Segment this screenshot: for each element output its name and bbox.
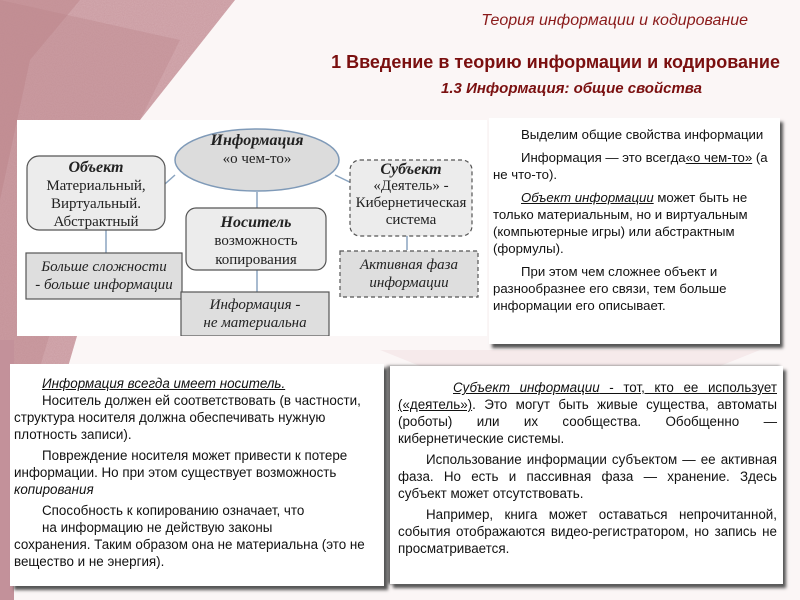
subject-line: система [385, 212, 437, 228]
object-note-node [26, 258, 182, 294]
subject-usage: Использование информации субъектом — ее активная фаза. Но есть и пассивная фаза — хранение. Здесь субъект может отсутствовать. [398, 452, 777, 501]
carrier-note-line: Информация - [209, 297, 301, 313]
section-title: 1.3 Информация: общие свойства [441, 80, 702, 97]
damage-text: Повреждение носителя может привести к потере информации. Но при этом существует возможность [14, 448, 348, 480]
subject-definition [398, 379, 777, 447]
subject-panel [390, 366, 783, 584]
center-title: Информация [210, 132, 304, 149]
object-node [27, 159, 165, 231]
copy-ability-2 [14, 519, 376, 536]
object-title: Объект [68, 159, 124, 176]
subject-node [350, 161, 472, 229]
carrier-heading: Информация всегда имеет носитель. [42, 376, 286, 391]
about-tail: (а не что-то). [493, 150, 768, 182]
carrier-requirement: Носитель должен ей соответствовать (в частности, структура носителя должна обеспечивать нужную плотность записи). [14, 393, 361, 442]
subject-note-node [340, 256, 478, 292]
concept-diagram [17, 120, 487, 336]
carrier-note-line: не материальна [203, 315, 307, 331]
center-subtitle: «о чем-то» [222, 151, 292, 167]
object-note-line: Больше сложности [41, 259, 167, 275]
carrier-node [186, 213, 326, 270]
properties-panel [489, 118, 780, 344]
subject-note-line: информации [369, 275, 449, 291]
center-node [177, 132, 337, 168]
about-emphasis: «о чем-то» [685, 150, 753, 165]
properties-object [493, 189, 772, 257]
subject-def-b: . Это могут быть живые существа, автоматы (роботы) или их сообщества. Обобщенно — кибернетические системы. [398, 397, 777, 446]
subject-title: Субъект [380, 161, 442, 178]
page-title: 1 Введение в теорию информации и кодирование [331, 52, 780, 72]
copy-line-1: Способность к копированию означает, что [42, 503, 305, 518]
copy-line-2: на информацию не действую законы [42, 520, 273, 535]
properties-complexity: При этом чем сложнее объект и разнообразнее его связи, тем больше информации его описывает. [493, 264, 727, 313]
carrier-title: Носитель [220, 214, 292, 231]
object-line: Материальный, [46, 178, 146, 194]
object-note-line: - больше информации [35, 277, 173, 293]
properties-about [493, 149, 772, 183]
carrier-damage [14, 447, 376, 498]
object-line: Виртуальный. [51, 196, 141, 212]
subject-example: Например, книга может оставаться непрочитанной, события отображаются видео-регистратором, но запись не просматривается. [398, 507, 777, 556]
course-title: Теория информации и кодирование [481, 12, 748, 29]
copy-ability [14, 502, 376, 519]
carrier-panel [10, 364, 384, 586]
object-line: Абстрактный [53, 214, 139, 230]
subject-def-user: использует («деятель») [398, 380, 777, 412]
subject-line: «Деятель» - [373, 178, 449, 194]
carrier-line: копирования [215, 252, 297, 268]
object-term: Объект информации [521, 190, 654, 205]
copy-term: копирования [14, 482, 94, 497]
subject-line: Кибернетическая [355, 195, 467, 211]
subject-term: Субъект информации [453, 380, 600, 395]
carrier-note-node [181, 296, 329, 332]
copy-ability-3: сохранения. Таким образом она не материальна (это не вещество и не энергия). [14, 537, 365, 569]
subject-def-a: - тот, кто ее [599, 380, 708, 395]
object-text: может быть не только материальным, но и виртуальным (компьютерные игры) или абстрактным (формулы). [493, 190, 748, 256]
about-text: Информация — это всегда [521, 150, 686, 165]
properties-intro: Выделим общие свойства информации [521, 127, 764, 142]
subject-note-line: Активная фаза [360, 257, 458, 273]
carrier-line: возможность [214, 233, 298, 249]
